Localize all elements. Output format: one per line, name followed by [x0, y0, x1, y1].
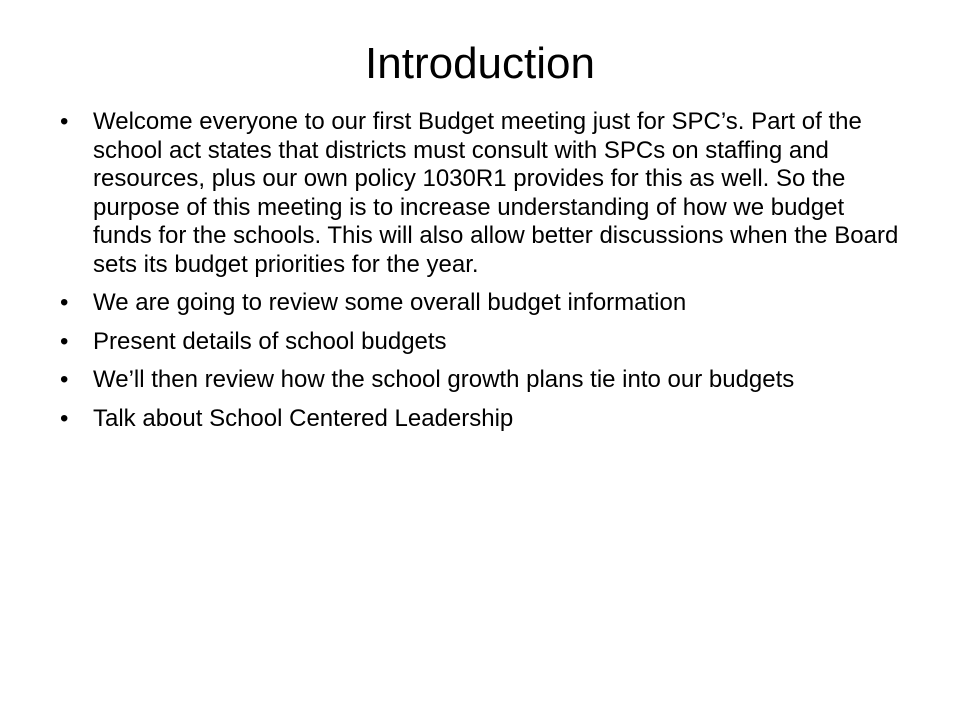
- bullet-dot-icon: •: [60, 108, 69, 135]
- bullet-item-leadership: [60, 405, 900, 434]
- bullet-text: We’ll then review how the school growth plans tie into our budgets: [93, 366, 795, 393]
- bullet-list: [60, 108, 900, 443]
- bullet-dot-icon: •: [60, 289, 69, 316]
- bullet-item-school-budgets: [60, 328, 900, 357]
- bullet-text: Talk about School Centered Leadership: [93, 404, 514, 432]
- bullet-dot-icon: •: [60, 327, 69, 355]
- slide-title: Introduction: [365, 39, 595, 88]
- bullet-item-welcome: [60, 108, 900, 279]
- bullet-dot-icon: •: [60, 404, 69, 432]
- bullet-item-overall-budget: [60, 289, 900, 318]
- bullet-text: Present details of school budgets: [93, 327, 447, 355]
- bullet-text: Welcome everyone to our first Budget meeting just for SPC’s. Part of the school act states that districts must consult with SPCs on staffing and resources, plus our own policy 1030R1 provides for this as well. So the purpose of this meeting is to increase understanding of how we budget funds for the schools. This will also allow better discussions when the Board sets its budget priorities for the year.: [93, 108, 899, 278]
- bullet-item-growth-plans: [60, 366, 900, 395]
- bullet-text: We are going to review some overall budget information: [93, 289, 687, 316]
- bullet-dot-icon: •: [60, 366, 69, 393]
